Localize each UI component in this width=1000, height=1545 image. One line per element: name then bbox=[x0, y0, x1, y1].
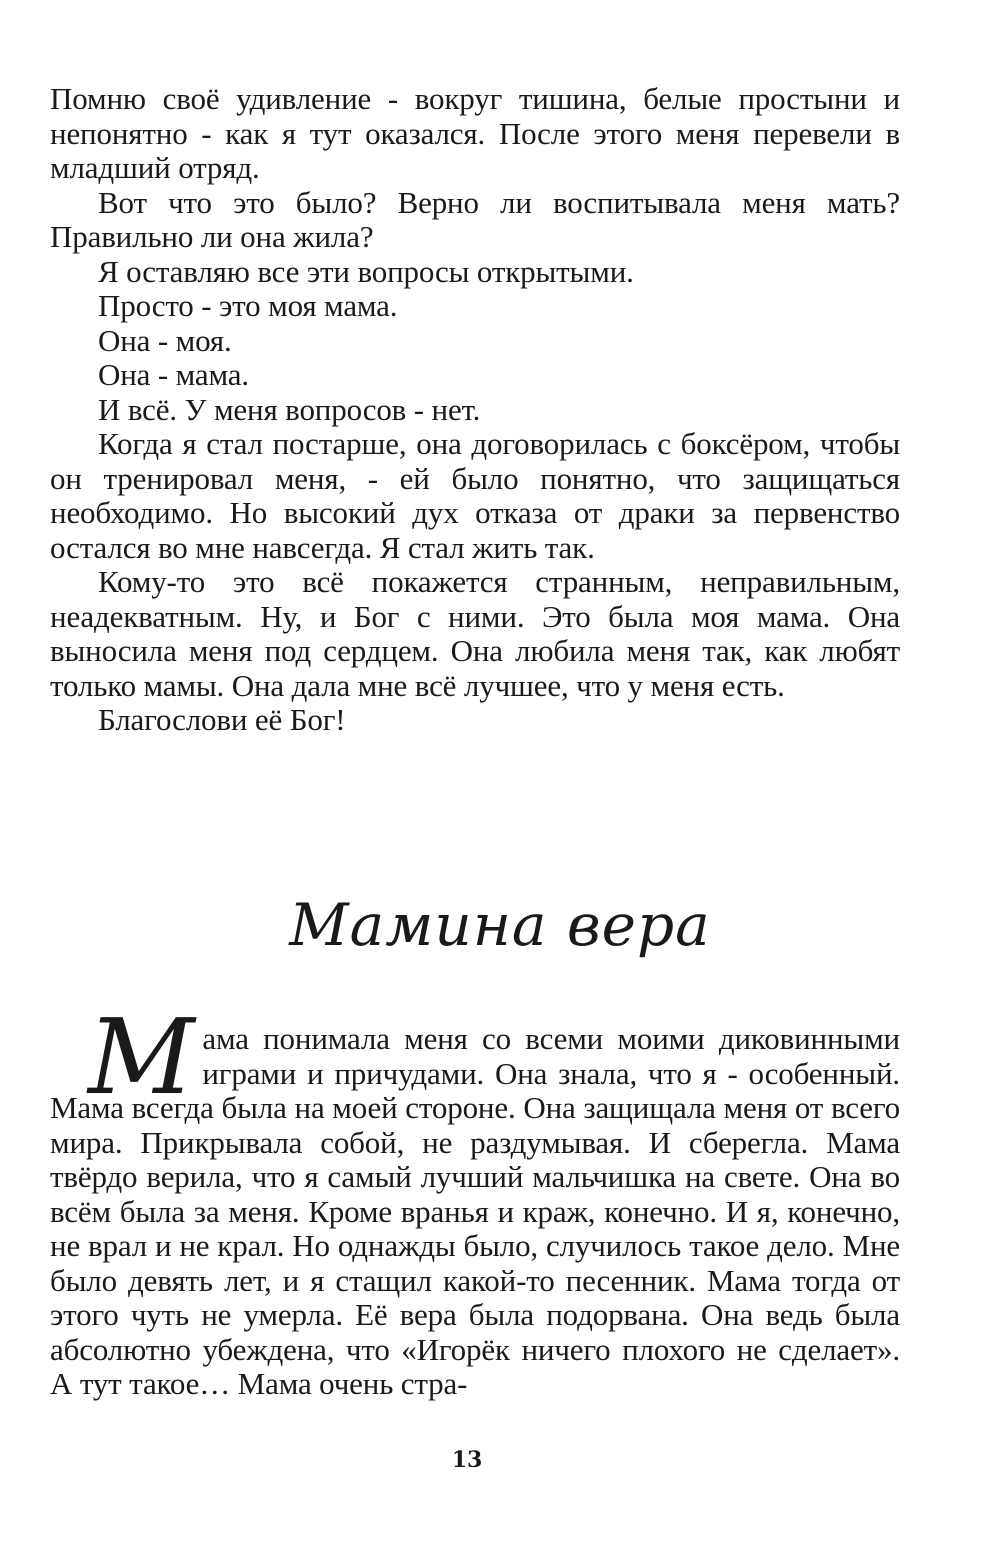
paragraph: Просто - это моя мама. bbox=[98, 288, 398, 323]
paragraph: Благослови её Бог! bbox=[98, 702, 346, 737]
paragraph: И всё. У меня вопросов - нет. bbox=[98, 391, 481, 427]
drop-cap: М bbox=[88, 996, 195, 1118]
paragraph: Помню своё удивление - вокруг тишина, белые простыни и непонятно - как я тут оказался. После этого меня перевели в младший отряд. bbox=[50, 81, 900, 185]
first-paragraph bbox=[50, 996, 900, 1402]
top-text-block bbox=[50, 82, 900, 738]
paragraph: Она - мама. bbox=[98, 357, 249, 392]
first-paragraph-text: ама понимала меня со всеми моими диковинными играми и причудами. Она знала, что я - особенный. Мама всегда была на моей стороне. Она защищала меня от всего мира. Прикрывала собой, не раздумывая. И сберегла. Мама твёрдо верила, что я самый лучший мальчишка на свете. Она во всём была за меня. Кроме вранья и краж, конечно. И я, конечно, не врал и не крал. Но однажды было, случилось такое дело. Мне было девять лет, и я стащил какой-то песенник. Мама тогда от этого чуть не умерла. Её вера была подорвана. Она ведь была абсолютно убеждена, что «Игорёк ничего плохого не сделает». А тут такое… Мама очень стра- bbox=[50, 1021, 900, 1401]
paragraph: Вот что это было? Верно ли воспитывала меня мать? Правильно ли она жила? bbox=[50, 184, 900, 254]
paragraph: Когда я стал постарше, она договорилась с боксёром, чтобы он тренировал меня, - ей было понятно, что защищаться необходимо. Но высокий дух отказа от драки за первенство остался во мне навсегда. Я стал жить так. bbox=[50, 426, 900, 565]
chapter-body bbox=[50, 996, 900, 1402]
paragraph: Она - моя. bbox=[98, 322, 232, 358]
chapter-title: Мамина вера bbox=[289, 891, 711, 959]
page-number: 13 bbox=[451, 1447, 483, 1473]
paragraph: Кому-то это всё покажется странным, неправильным, неадекватным. Ну, и Бог с ними. Это была моя мама. Она выносила меня под сердцем. Она любила меня так, как любят только мамы. Она дала мне всё лучшее, что у меня есть. bbox=[50, 564, 900, 703]
paragraph: Я оставляю все эти вопросы открытыми. bbox=[98, 253, 634, 289]
